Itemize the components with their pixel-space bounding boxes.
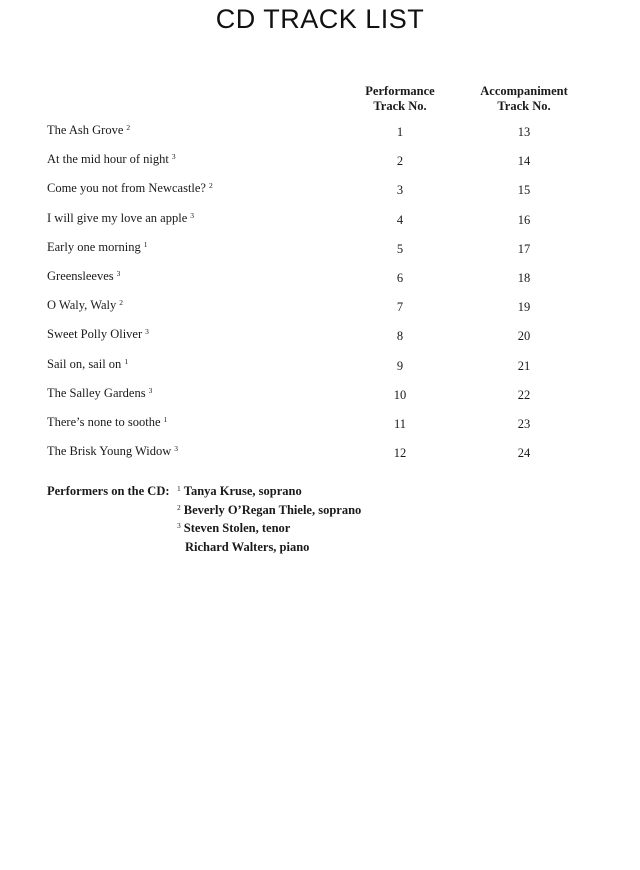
track-row	[47, 415, 607, 444]
track-title	[47, 181, 213, 196]
performance-track-number: 7	[396, 300, 404, 315]
performer-footnote-number: 2	[177, 502, 181, 512]
track-title-text: There’s none to soothe	[47, 414, 161, 429]
track-title	[47, 444, 178, 459]
track-title-text: Early one morning	[47, 239, 141, 254]
track-title	[47, 123, 130, 138]
track-row	[47, 123, 607, 152]
track-list	[47, 123, 607, 473]
track-title	[47, 211, 194, 226]
performance-track-number: 1	[396, 125, 404, 139]
track-title-text: Sweet Polly Oliver	[47, 327, 143, 342]
track-row	[47, 327, 607, 356]
accompaniment-track-number: 19	[517, 300, 531, 315]
performers-label: Performers on the CD:	[47, 484, 170, 498]
performer-name: Beverly O’Regan Thiele, soprano	[183, 502, 362, 517]
accompaniment-track-number: 14	[517, 154, 531, 169]
track-title	[47, 269, 120, 284]
track-title	[47, 298, 123, 313]
performance-track-number: 8	[396, 329, 404, 344]
track-row	[47, 240, 607, 269]
page-title: CD TRACK LIST	[215, 4, 425, 34]
performance-track-number: 6	[396, 270, 404, 285]
performer-footnote-marker: 3	[145, 327, 149, 337]
performer-footnote-number: 3	[177, 521, 181, 531]
accompaniment-header-line-1: Accompaniment	[480, 84, 568, 98]
track-title-text: Come you not from Newcastle?	[47, 181, 206, 196]
performance-track-header	[352, 84, 448, 114]
track-title-text: At the mid hour of night	[47, 152, 169, 167]
accompaniment-track-number: 13	[517, 125, 531, 139]
performer-footnote-marker: 2	[126, 123, 131, 132]
performance-header-line-1: Performance	[365, 84, 435, 98]
performer-footnote-marker: 1	[163, 414, 168, 424]
track-title-text: The Ash Grove	[47, 123, 124, 137]
performer-footnote-marker: 3	[174, 444, 179, 454]
track-title-text: O Waly, Waly	[47, 298, 117, 313]
accompaniment-track-number: 15	[517, 183, 531, 198]
performer-footnote-marker: 1	[124, 356, 129, 366]
performer-name: Steven Stolen, tenor	[183, 521, 291, 536]
track-title-text: Sail on, sail on	[47, 356, 122, 371]
performance-track-number: 4	[396, 212, 404, 227]
performer-entry	[177, 520, 361, 539]
performance-track-number: 12	[393, 446, 407, 461]
track-row	[47, 269, 607, 298]
accompaniment-track-number: 21	[517, 358, 531, 373]
track-title	[47, 152, 176, 167]
track-row	[47, 211, 607, 240]
accompaniment-track-number: 18	[517, 270, 531, 285]
performance-track-number: 2	[396, 154, 404, 169]
performer-footnote-marker: 3	[190, 210, 194, 220]
performance-track-number: 3	[396, 183, 404, 198]
performance-header-line-2: Track No.	[373, 99, 427, 113]
track-title-text: The Brisk Young Widow	[47, 444, 172, 459]
performer-entry	[177, 483, 361, 502]
track-title-text: The Salley Gardens	[47, 385, 146, 400]
performer-footnote-marker: 3	[148, 385, 153, 395]
performance-track-number: 11	[393, 416, 407, 431]
performance-track-number: 9	[396, 358, 404, 373]
track-title-text: I will give my love an apple	[47, 210, 188, 225]
performers-list	[177, 483, 361, 556]
performance-track-number: 5	[396, 241, 404, 256]
track-row	[47, 298, 607, 327]
track-row	[47, 181, 607, 210]
performer-footnote-number: 1	[177, 484, 181, 493]
performer-footnote-marker: 3	[171, 152, 176, 162]
track-title	[47, 386, 152, 401]
performer-footnote-marker: 2	[119, 298, 124, 308]
performer-footnote-marker: 3	[116, 268, 121, 278]
track-row	[47, 357, 607, 386]
performer-entry	[177, 502, 361, 521]
track-title-text: Greensleeves	[47, 268, 114, 283]
track-title	[47, 240, 147, 255]
accompaniment-track-number: 16	[517, 212, 531, 227]
accompaniment-header-line-2: Track No.	[497, 99, 551, 113]
accompaniment-track-number: 23	[517, 416, 531, 431]
performer-footnote-marker: 1	[143, 239, 148, 249]
performer-name: Richard Walters, piano	[185, 539, 310, 554]
track-title	[47, 357, 128, 372]
accompaniment-track-number: 24	[517, 446, 531, 461]
accompaniment-track-number: 20	[517, 329, 531, 344]
accompaniment-track-header	[468, 84, 580, 114]
performer-name: Tanya Kruse, soprano	[183, 484, 302, 498]
track-title	[47, 327, 149, 342]
track-row	[47, 152, 607, 181]
performer-entry	[177, 539, 361, 557]
performer-footnote-marker: 2	[208, 181, 213, 191]
accompaniment-track-number: 17	[517, 241, 531, 256]
accompaniment-track-number: 22	[517, 387, 531, 402]
track-title	[47, 415, 167, 430]
track-row	[47, 386, 607, 415]
performance-track-number: 10	[393, 387, 407, 402]
track-row	[47, 444, 607, 473]
